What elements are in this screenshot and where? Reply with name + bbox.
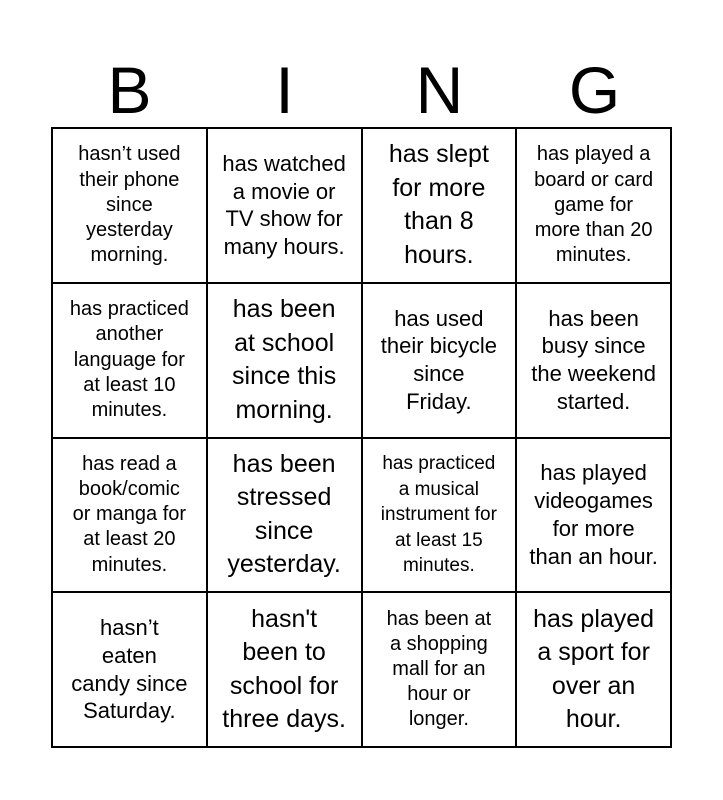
bingo-cell[interactable] <box>52 438 207 593</box>
bingo-header <box>52 52 672 128</box>
bingo-cell[interactable] <box>52 283 207 438</box>
cell-text: has been busy since the weekend started. <box>531 305 656 414</box>
cell-text: has practiced another language for at least 10 minutes. <box>69 298 189 421</box>
header-letter-g: G <box>568 53 621 127</box>
bingo-cell[interactable] <box>516 283 671 438</box>
bingo-cell[interactable] <box>207 283 362 438</box>
cell-text: has been stressed since yesterday. <box>227 449 341 579</box>
cell-text: has watched a movie or TV show for many hours. <box>222 150 346 260</box>
bingo-cell[interactable] <box>362 283 517 438</box>
cell-text: has been at a shopping mall for an hour or longer. <box>386 607 492 731</box>
bingo-cell[interactable] <box>207 128 362 283</box>
bingo-cell[interactable] <box>362 128 517 283</box>
cell-text: hasn't been to school for three days. <box>222 604 346 734</box>
cell-text: hasn’t eaten candy since Saturday. <box>71 615 188 724</box>
cell-text: has slept for more than 8 hours. <box>388 140 489 269</box>
cell-text: has read a book/comic or manga for at least 20 minutes. <box>72 452 187 576</box>
cell-text: hasn’t used their phone since yesterday morning. <box>78 143 181 267</box>
bingo-cell[interactable] <box>362 592 517 747</box>
header-letter-i: I <box>275 53 294 127</box>
bingo-cell[interactable] <box>52 592 207 747</box>
bingo-cell[interactable] <box>207 592 362 747</box>
bingo-cell[interactable] <box>207 438 362 593</box>
header-letter-n: N <box>415 53 464 127</box>
cell-text: has practiced a musical instrument for at least 15 minutes. <box>380 453 497 577</box>
bingo-cell[interactable] <box>516 592 671 747</box>
bingo-grid <box>51 127 672 748</box>
bingo-cell[interactable] <box>52 128 207 283</box>
cell-text: has played a board or card game for more than 20 minutes. <box>534 143 654 267</box>
header-letter-b: B <box>107 53 152 127</box>
cell-text: has been at school since this morning. <box>232 295 337 424</box>
cell-text: has played videogames for more than an hour. <box>529 460 658 569</box>
bingo-cell[interactable] <box>516 128 671 283</box>
cell-text: has played a sport for over an hour. <box>533 604 655 734</box>
bingo-cell[interactable] <box>516 438 671 593</box>
bingo-cell[interactable] <box>362 438 517 593</box>
cell-text: has used their bicycle since Friday. <box>380 305 497 414</box>
